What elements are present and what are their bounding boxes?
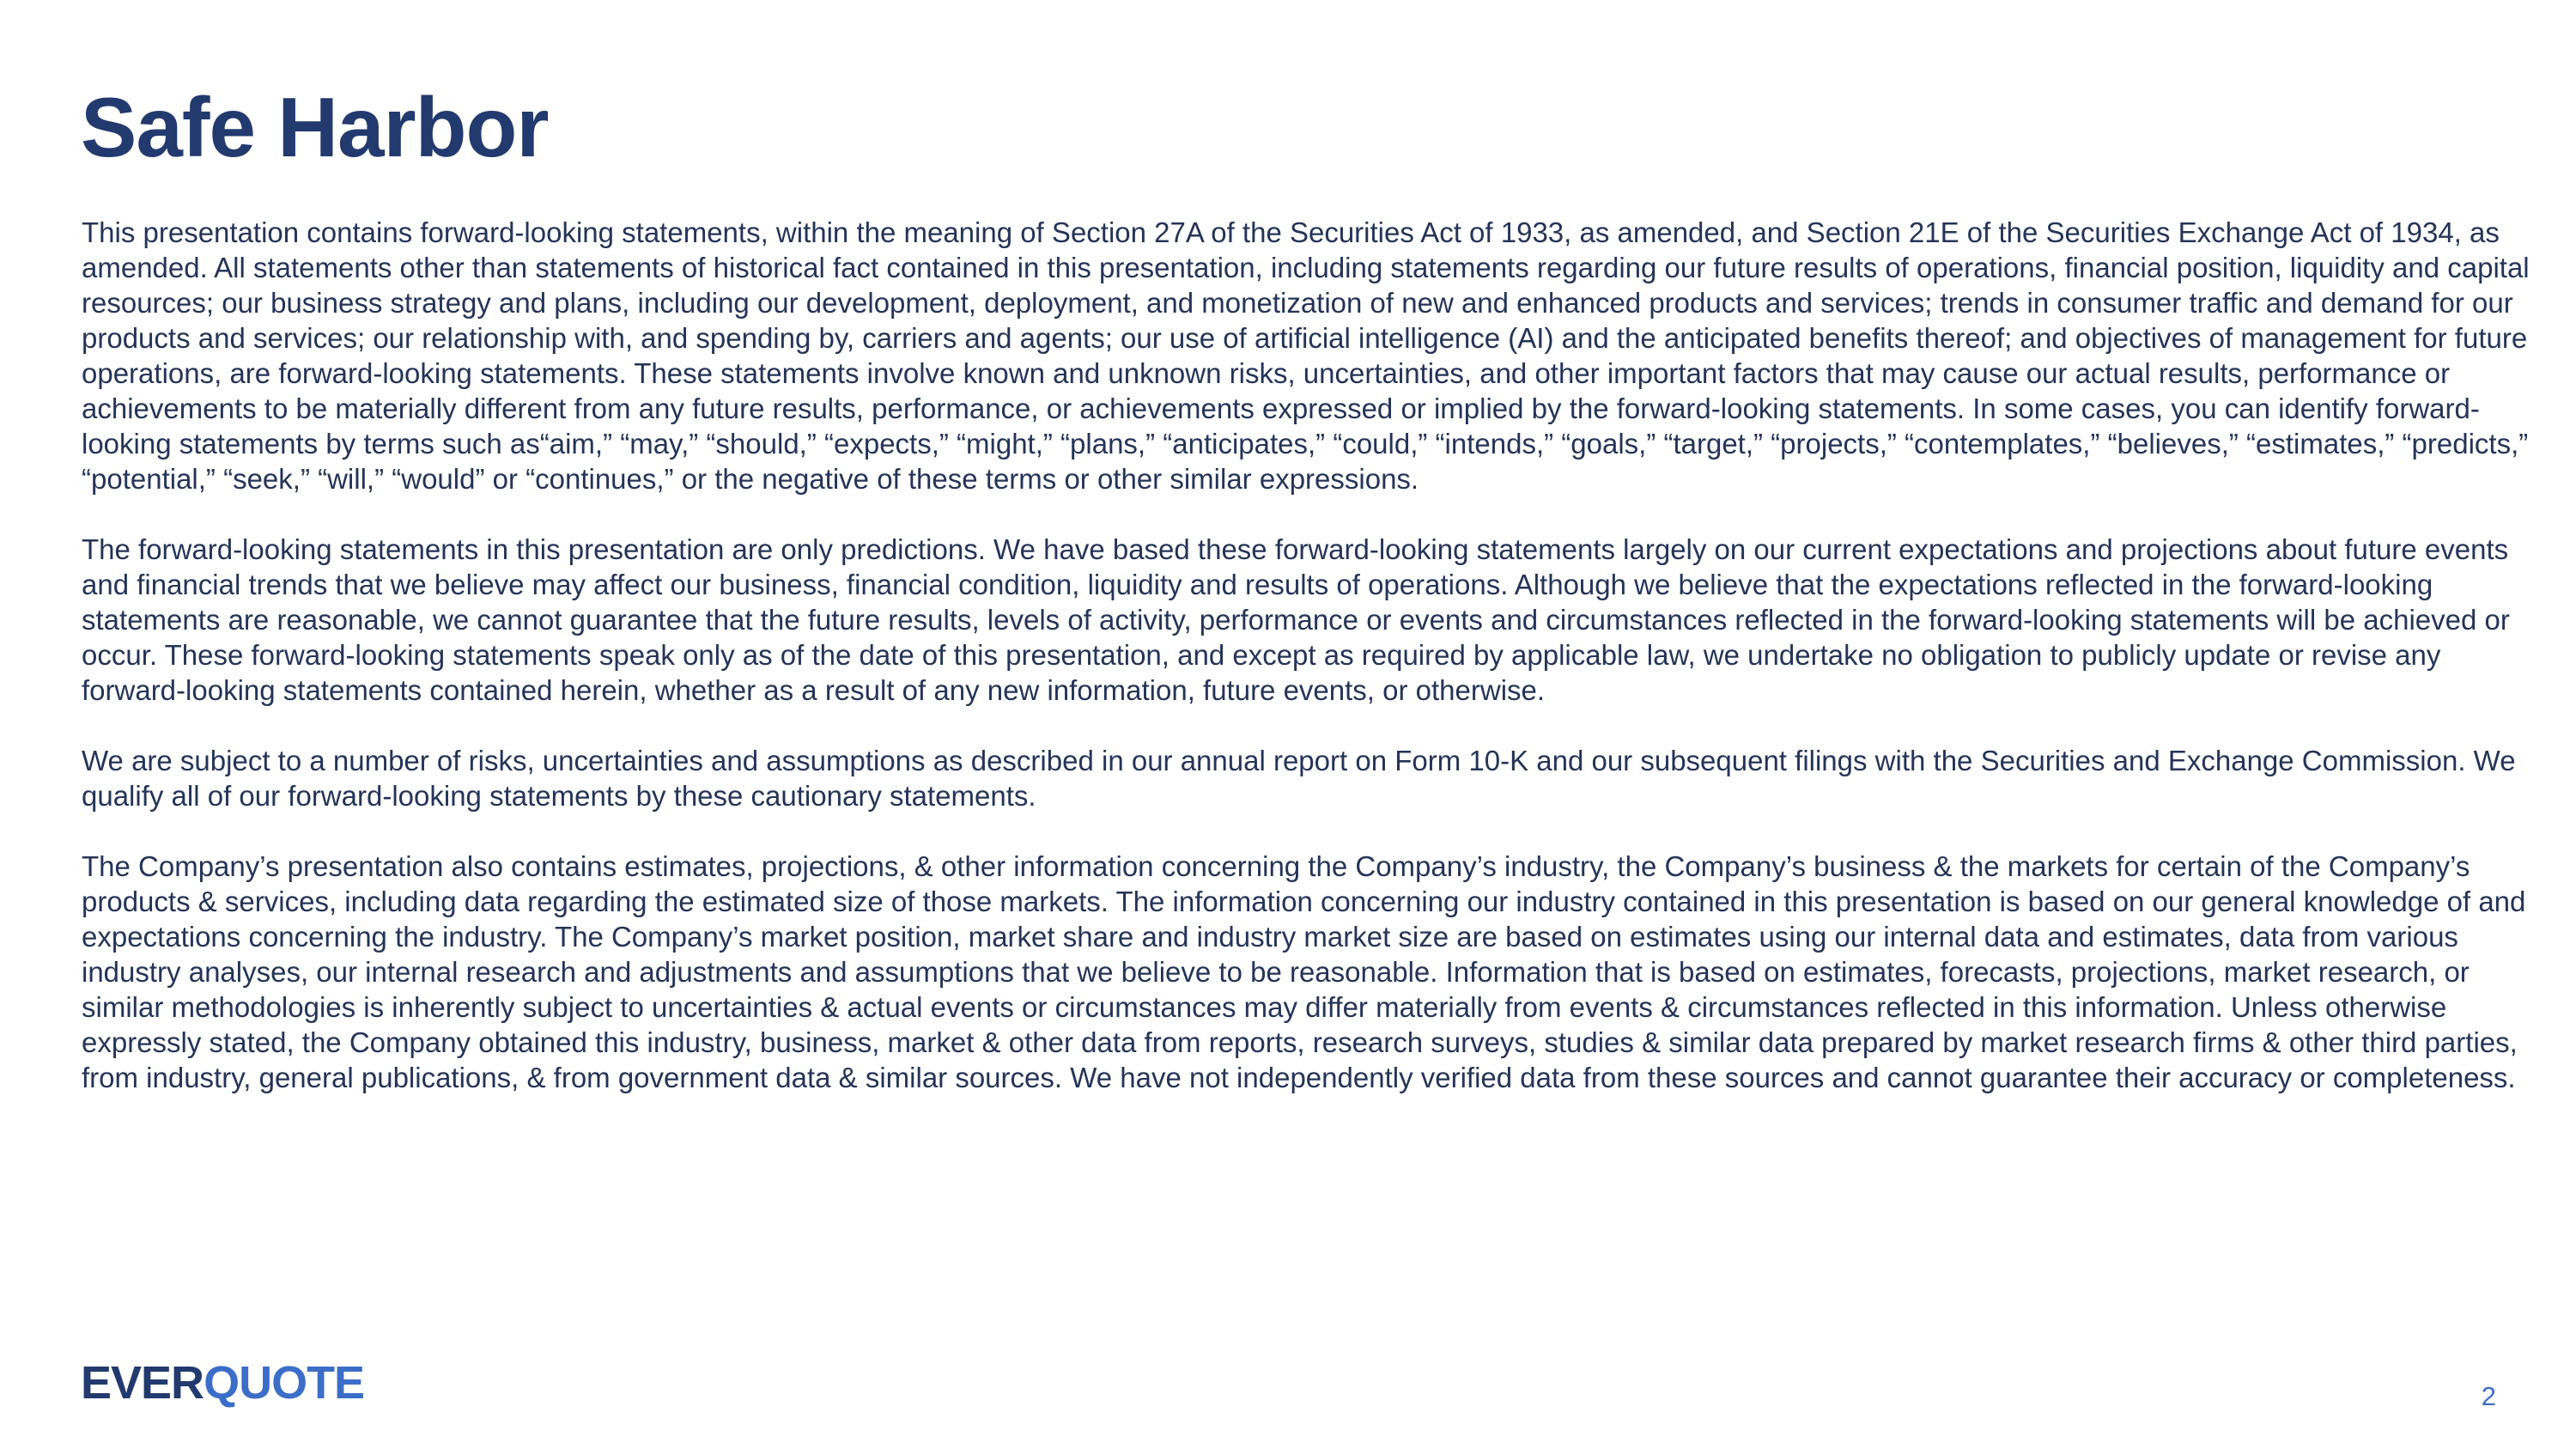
slide-title: Safe Harbor <box>81 80 549 174</box>
paragraph-predictions: The forward-looking statements in this presentation are only predictions. We have based these forward-looking statements largely on our current expectations and projections about future events and financial trends that we believe may affect our business, financial condition, liquidity and results of operations. Although we believe that the expectations reflected in the forward-looking statements are reasonable, we cannot guarantee that the future results, levels of activity, performance or events and circumstances reflected in the forward-looking statements will be achieved or occur. These forward-looking statements speak only as of the date of this presentation, and except as required by applicable law, we undertake no obligation to publicly update or revise any forward-looking statements contained herein, whether as a result of any new information, future events, or otherwise. <box>82 533 2510 706</box>
logo-part-quote: QUOTE <box>204 1357 365 1409</box>
paragraph-risks: We are subject to a number of risks, uncertainties and assumptions as described in our annual report on Form 10-K and our subsequent filings with the Securities and Exchange Commission. We qualify all of our forward-looking statements by these cautionary statements. <box>82 745 2516 812</box>
paragraph-forward-looking: This presentation contains forward-looking statements, within the meaning of Section 27A of the Securities Act of 1933, as amended, and Section 21E of the Securities Exchange Act of 1934, as amended. All statements other than statements of historical fact contained in this presentation, including statements regarding our future results of operations, financial position, liquidity and capital resources; our business strategy and plans, including our development, deployment, and monetization of new and enhanced products and services; trends in consumer traffic and demand for our products and services; our relationship with, and spending by, carriers and agents; our use of artificial intelligence (AI) and the anticipated benefits thereof; and objectives of management for future operations, are forward-looking statements. These statements involve known and unknown risks, uncertainties, and other important factors that may cause our actual results, performance or achievements to be materially different from any future results, performance, or achievements expressed or implied by the forward-looking statements. In some cases, you can identify forward-looking statements by terms such as“aim,” “may,” “should,” “expects,” “might,” “plans,” “anticipates,” “could,” “intends,” “goals,” “target,” “projects,” “contemplates,” “believes,” “estimates,” “predicts,” “potential,” “seek,” “will,” “would” or “continues,” or the negative of these terms or other similar expressions. <box>82 216 2530 495</box>
paragraph-market-data: The Company’s presentation also contains estimates, projections, & other information concerning the Company’s industry, the Company’s business & the markets for certain of the Company’s products & services, including data regarding the estimated size of those markets. The information concerning our industry contained in this presentation is based on our general knowledge of and expectations concerning the industry. The Company’s market position, market share and industry market size are based on estimates using our internal data and estimates, data from various industry analyses, our internal research and adjustments and assumptions that we believe to be reasonable. Information that is based on estimates, forecasts, projections, market research, or similar methodologies is inherently subject to uncertainties & actual events or circumstances may differ materially from events & circumstances reflected in this information. Unless otherwise expressly stated, the Company obtained this industry, business, market & other data from reports, research surveys, studies & similar data prepared by market research firms & other third parties, from industry, general publications, & from government data & similar sources. We have not independently verified data from these sources and cannot guarantee their accuracy or completeness. <box>82 850 2526 1093</box>
everquote-logo <box>81 1355 364 1410</box>
disclaimer-body <box>82 215 2537 1095</box>
logo-part-ever: EVER <box>81 1357 204 1409</box>
page-number: 2 <box>2481 1381 2496 1411</box>
